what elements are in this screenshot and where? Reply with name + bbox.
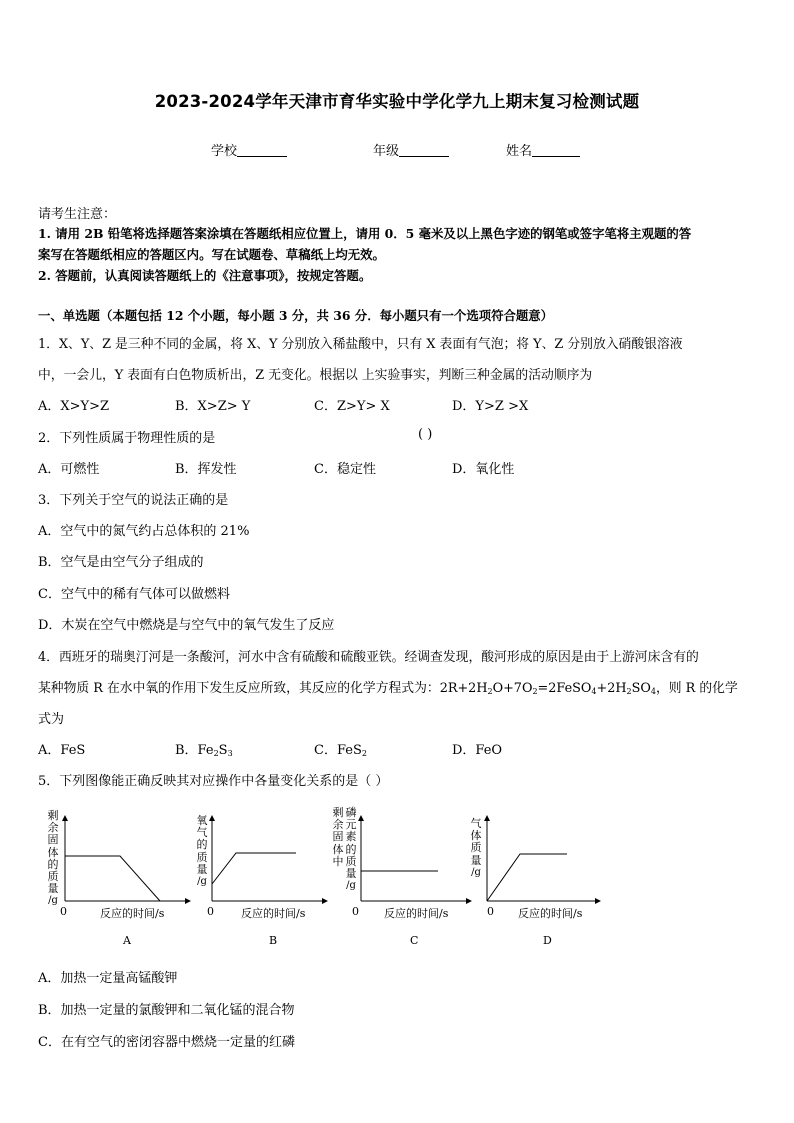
school-blank (237, 143, 287, 157)
name-blank (532, 143, 580, 157)
q5-stem: 5．下列图像能正确反映其对应操作中各量变化关系的是（ ） (38, 774, 389, 789)
q4-equation: $2R+2H_2O+7O_2=2FeSO_4+2H_2SO_4$ (439, 681, 656, 696)
page-title: 2023-2024学年天津市育华实验中学化学九上期末复习检测试题 (154, 92, 640, 111)
notice-line-1a: 1. 请用 2B 铅笔将选择题答案涂填在答题纸相应位置上，请用 0．5 毫米及以上黑色字迹的钢笔或签字笔将主观题的答 (38, 226, 692, 241)
graph-c-plot (355, 812, 475, 908)
graph-c-letter: C (410, 934, 419, 947)
q1-option-b: B．X>Z> Y (175, 399, 251, 414)
notice-line-1b: 案写在答题纸相应的答题区内。写在试题卷、草稿纸上均无效。 (38, 247, 385, 262)
q5-option-b: B．加热一定量的氯酸钾和二氧化锰的混合物 (38, 1003, 295, 1018)
q3-option-b: B．空气是由空气分子组成的 (38, 555, 204, 570)
graph-d-xlabel: 反应的时间/s (518, 907, 583, 920)
q3-stem: 3．下列关于空气的说法正确的是 (38, 493, 229, 508)
grade-blank (399, 143, 449, 157)
q4-option-a: A．FeS (38, 743, 86, 758)
graph-c-ylabel: 磷 元 素 的 质 量 /g (345, 806, 357, 892)
q2-option-b: B．挥发性 (175, 462, 237, 477)
q1-stem-line1: 1．X、Y、Z 是三种不同的金属，将 X、Y 分别放入稀盐酸中，只有 X 表面有气泡；将 Y、Z 分别放入硝酸银溶液 (38, 337, 683, 352)
section-heading: 一、单选题（本题包括 12 个小题，每小题 3 分，共 36 分．每小题只有一个选项符合题意） (38, 308, 554, 323)
graph-b-plot (206, 812, 331, 908)
q1-option-a: A．X>Y>Z (38, 399, 110, 414)
q2-option-a: A．可燃性 (38, 462, 100, 477)
graph-d-plot (480, 812, 605, 908)
notice-line-2: 2. 答题前，认真阅读答题纸上的《注意事项》，按规定答题。 (38, 268, 372, 283)
q2-option-d: D．氧化性 (452, 462, 515, 477)
graph-a-xlabel: 反应的时间/s (100, 907, 165, 920)
graph-a-plot (60, 812, 195, 908)
q4-stem-line1: 4．西班牙的瑞奥汀河是一条酸河，河水中含有硫酸和硫酸亚铁。经调查发现，酸河形成的原因是由于上游河床含有的 (38, 650, 699, 665)
q5-option-c: C．在有空气的密闭容器中燃烧一定量的红磷 (38, 1035, 295, 1050)
graph-d-letter: D (543, 934, 552, 947)
q4-stem-tail: ，则 R 的化学 (656, 681, 738, 696)
q4-option-d: D．FeO (452, 743, 503, 758)
school-label: 学校 (211, 144, 238, 159)
graph-c-ylabel-left: 剩 余 固 体 中 (332, 806, 344, 868)
q1-option-c: C．Z>Y> X (314, 399, 390, 414)
graph-b-xlabel: 反应的时间/s (241, 907, 306, 920)
q4-stem-line3: 式为 (38, 712, 65, 727)
q4-option-b: B．$Fe_2S_3$ (175, 743, 233, 758)
q3-option-a: A．空气中的氮气约占总体积的 21% (38, 524, 250, 539)
grade-label: 年级 (373, 144, 400, 159)
graph-a-letter: A (123, 934, 131, 947)
graph-c-origin: 0 (352, 905, 359, 918)
q5-option-a: A．加热一定量高锰酸钾 (38, 971, 178, 986)
graph-a-origin: 0 (60, 905, 67, 918)
graph-b-letter: B (269, 934, 278, 947)
grade-field (373, 140, 449, 159)
name-label: 姓名 (506, 144, 533, 159)
school-field (211, 140, 287, 159)
graph-d-curve (487, 854, 567, 901)
q2-option-c: C．稳定性 (314, 462, 376, 477)
name-field (506, 140, 580, 159)
q2-stem: 2．下列性质属于物理性质的是 (38, 431, 216, 446)
graph-b-curve (212, 853, 296, 884)
graph-d-origin: 0 (487, 905, 494, 918)
q3-option-d: D．木炭在空气中燃烧是与空气中的氧气发生了反应 (38, 618, 335, 633)
q4-stem-line2 (38, 677, 738, 696)
q1-option-d: D．Y>Z >X (452, 399, 529, 414)
graph-c-xlabel: 反应的时间/s (384, 907, 449, 920)
graph-a-curve (65, 856, 160, 901)
graph-d-ylabel: 气 体 质 量 /g (470, 817, 482, 878)
graph-b-ylabel: 氧 气 的 质 量 /g (196, 814, 208, 888)
notice-heading: 请考生注意： (38, 207, 117, 222)
q4-option-c: C．FeS$_2$ (314, 743, 367, 758)
q2-answer-paren: ( ) (418, 427, 433, 442)
graph-b-origin: 0 (207, 905, 214, 918)
q1-stem-line2: 中，一会儿，Y 表面有白色物质析出，Z 无变化。根据以 上实验事实，判断三种金属的活动顺序为 (38, 368, 593, 383)
graph-a-ylabel: 剩 余 固 体 的 质 量 /g (47, 809, 59, 907)
q3-option-c: C．空气中的稀有气体可以做燃料 (38, 587, 230, 602)
q4-stem-text: 某种物质 R 在水中氧的作用下发生反应所致，其反应的化学方程式为： (38, 681, 440, 696)
